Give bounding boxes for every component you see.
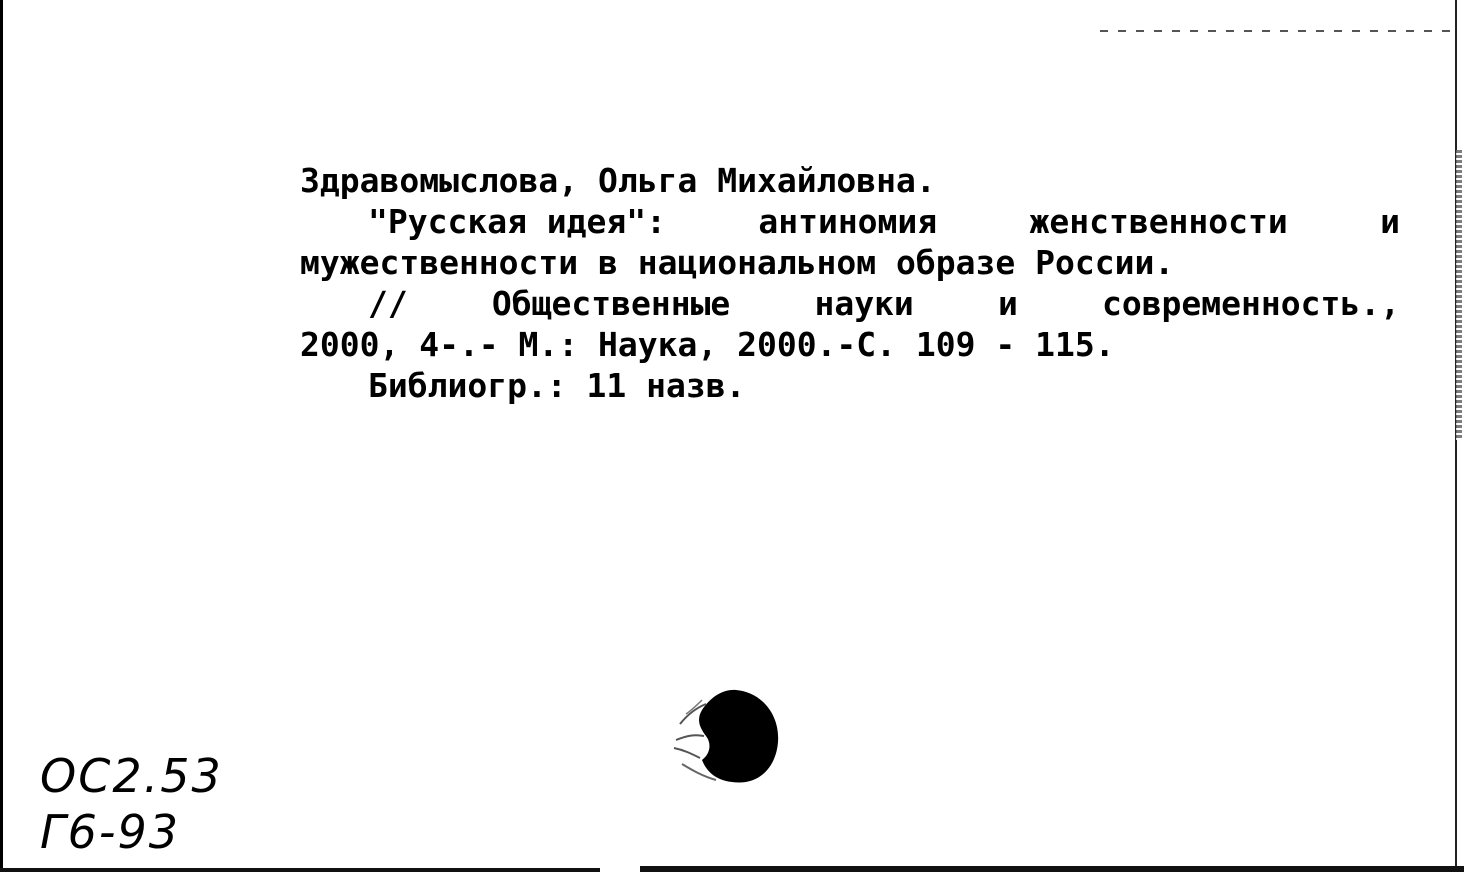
source-word: современность., [1101,284,1400,323]
bibliographic-entry [300,160,1400,406]
source-line-1 [300,283,1400,324]
handwritten-shelfmark [40,748,223,860]
title-word: антиномия [758,202,938,241]
source-word: науки [814,284,914,323]
punch-hole-icon [666,684,786,794]
source-word: и [997,284,1018,323]
source-line-2: 2000, 4-.- М.: Наука, 2000.-С. 109 - 115. [300,325,1115,364]
source-word: Общественные [491,284,731,323]
card-bottom-edge [640,866,1464,872]
title-word: и [1380,202,1400,241]
bibliography-note: Библиогр.: 11 назв. [368,366,746,405]
shelfmark-number: Г6-93 [40,805,181,859]
title-line-1 [300,201,1400,242]
title-line-2: мужественности в национальном образе России. [300,243,1175,282]
source-word: // [368,284,408,323]
title-word: "Русская идея": [368,202,667,241]
shelfmark-class: ОС2.53 [40,749,223,803]
author-line: Здравомыслова, Ольга Михайловна. [300,161,936,200]
scan-artifact-dash [1100,30,1450,32]
card-bottom-edge-left [0,868,600,872]
card-left-edge [0,0,3,872]
title-word: женственности [1029,202,1288,241]
card-right-edge-texture [1456,150,1462,440]
